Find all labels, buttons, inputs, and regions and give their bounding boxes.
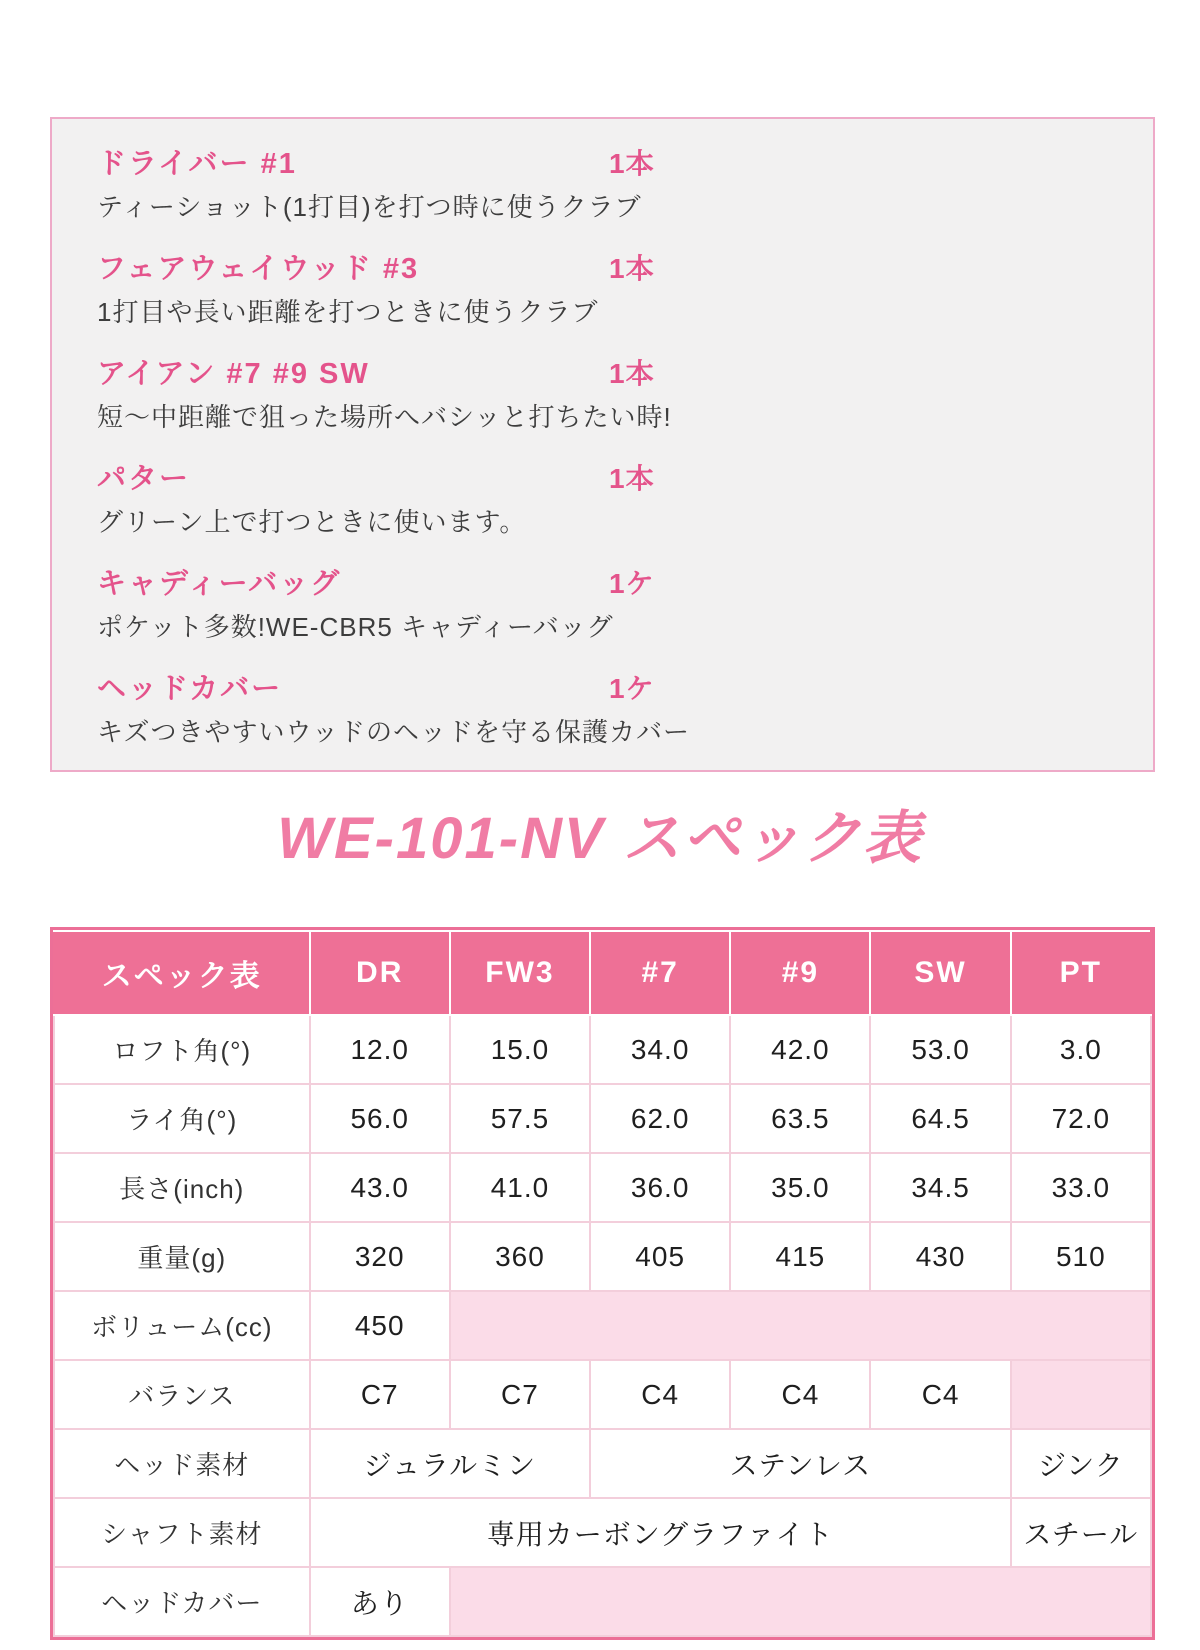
spec-cell-value: 41.0: [450, 1153, 590, 1222]
club-quantity: 1本: [609, 463, 655, 494]
spec-cell-value: 34.0: [590, 1015, 730, 1084]
club-quantity: 1ケ: [609, 673, 655, 704]
club-item-head: [97, 460, 1123, 498]
club-item-head: [97, 670, 1123, 708]
spec-cell-value: 34.5: [870, 1153, 1010, 1222]
spec-cell-value: 405: [590, 1222, 730, 1291]
spec-table-grid: [53, 930, 1152, 1637]
spec-cell-value: ステンレス: [590, 1429, 1011, 1498]
spec-cell-value: 35.0: [730, 1153, 870, 1222]
spec-cell-value: 57.5: [450, 1084, 590, 1153]
spec-row-label: ヘッドカバー: [54, 1567, 310, 1636]
club-name: アイアン #7 #9 SW: [97, 358, 370, 390]
spec-col-header: DR: [310, 931, 450, 1015]
spec-row-label: シャフト素材: [54, 1498, 310, 1567]
club-description: キズつきやすいウッドのヘッドを守る保護カバー: [97, 717, 690, 747]
spec-cell-empty: [1011, 1360, 1151, 1429]
spec-cell-value: C4: [730, 1360, 870, 1429]
spec-row-label: ロフト角(°): [54, 1015, 310, 1084]
spec-row: [54, 1429, 1151, 1498]
club-name: ドライバー #1: [97, 148, 297, 180]
spec-col-header: PT: [1011, 931, 1151, 1015]
spec-cell-value: C4: [590, 1360, 730, 1429]
spec-cell-value: 15.0: [450, 1015, 590, 1084]
spec-cell-value: C4: [870, 1360, 1010, 1429]
club-item-head-cover: [97, 670, 1123, 749]
spec-table-title: WE-101-NV スペック表: [277, 806, 923, 871]
spec-col-header: #7: [590, 931, 730, 1015]
spec-cell-value: あり: [310, 1567, 450, 1636]
spec-cell-value: 33.0: [1011, 1153, 1151, 1222]
spec-table: [50, 927, 1155, 1640]
spec-col-header: SW: [870, 931, 1010, 1015]
spec-cell-value: 56.0: [310, 1084, 450, 1153]
club-name: キャディーバッグ: [97, 568, 342, 600]
spec-cell-value: C7: [450, 1360, 590, 1429]
spec-cell-empty: [450, 1291, 1151, 1360]
spec-cell-value: 専用カーボングラファイト: [310, 1498, 1011, 1567]
spec-cell-value: 320: [310, 1222, 450, 1291]
spec-cell-empty: [450, 1567, 1151, 1636]
spec-cell-value: 36.0: [590, 1153, 730, 1222]
spec-row: [54, 1084, 1151, 1153]
club-item-putter: [97, 460, 1123, 539]
spec-row: [54, 1567, 1151, 1636]
spec-cell-value: 72.0: [1011, 1084, 1151, 1153]
spec-header-row: [54, 931, 1151, 1015]
spec-cell-value: C7: [310, 1360, 450, 1429]
club-quantity: 1本: [609, 253, 655, 284]
spec-cell-value: 3.0: [1011, 1015, 1151, 1084]
spec-cell-value: ジンク: [1011, 1429, 1151, 1498]
spec-row: [54, 1015, 1151, 1084]
club-name: パター: [97, 463, 191, 495]
club-quantity: 1ケ: [609, 568, 655, 599]
spec-cell-value: 430: [870, 1222, 1010, 1291]
spec-cell-value: 53.0: [870, 1015, 1010, 1084]
spec-row: [54, 1360, 1151, 1429]
spec-row-label: 長さ(inch): [54, 1153, 310, 1222]
club-name: ヘッドカバー: [97, 673, 283, 705]
club-name: フェアウェイウッド #3: [97, 253, 420, 285]
spec-cell-value: ジュラルミン: [310, 1429, 590, 1498]
club-item-fairway-wood: [97, 250, 1123, 329]
spec-row-label: ボリューム(cc): [54, 1291, 310, 1360]
club-item-head: [97, 565, 1123, 603]
club-description: 短〜中距離で狙った場所へバシッと打ちたい時!: [97, 402, 672, 432]
spec-cell-value: 63.5: [730, 1084, 870, 1153]
spec-cell-value: 64.5: [870, 1084, 1010, 1153]
club-quantity: 1本: [609, 358, 655, 389]
club-item-driver: [97, 145, 1123, 224]
spec-cell-value: スチール: [1011, 1498, 1151, 1567]
club-description: グリーン上で打つときに使います。: [97, 507, 527, 537]
spec-cell-value: 415: [730, 1222, 870, 1291]
spec-row: [54, 1222, 1151, 1291]
club-quantity: 1本: [609, 148, 655, 179]
club-item-caddie-bag: [97, 565, 1123, 644]
spec-cell-value: 510: [1011, 1222, 1151, 1291]
club-item-head: [97, 250, 1123, 288]
club-set-box: [50, 117, 1155, 772]
club-description: ポケット多数!WE-CBR5 キャディーバッグ: [97, 612, 614, 642]
spec-cell-value: 360: [450, 1222, 590, 1291]
spec-col-header: #9: [730, 931, 870, 1015]
club-description: ティーショット(1打目)を打つ時に使うクラブ: [97, 192, 642, 222]
spec-cell-value: 450: [310, 1291, 450, 1360]
spec-row-label: バランス: [54, 1360, 310, 1429]
club-item-head: [97, 355, 1123, 393]
spec-row-label: ヘッド素材: [54, 1429, 310, 1498]
club-item-head: [97, 145, 1123, 183]
spec-row: [54, 1153, 1151, 1222]
spec-row-label: ライ角(°): [54, 1084, 310, 1153]
club-item-iron: [97, 355, 1123, 434]
spec-cell-value: 42.0: [730, 1015, 870, 1084]
spec-row: [54, 1498, 1151, 1567]
spec-row: [54, 1291, 1151, 1360]
spec-row-label: 重量(g): [54, 1222, 310, 1291]
spec-cell-value: 43.0: [310, 1153, 450, 1222]
club-description: 1打目や長い距離を打つときに使うクラブ: [97, 297, 599, 327]
spec-cell-value: 62.0: [590, 1084, 730, 1153]
spec-cell-value: 12.0: [310, 1015, 450, 1084]
spec-col-header-label: スペック表: [54, 931, 310, 1015]
spec-col-header: FW3: [450, 931, 590, 1015]
